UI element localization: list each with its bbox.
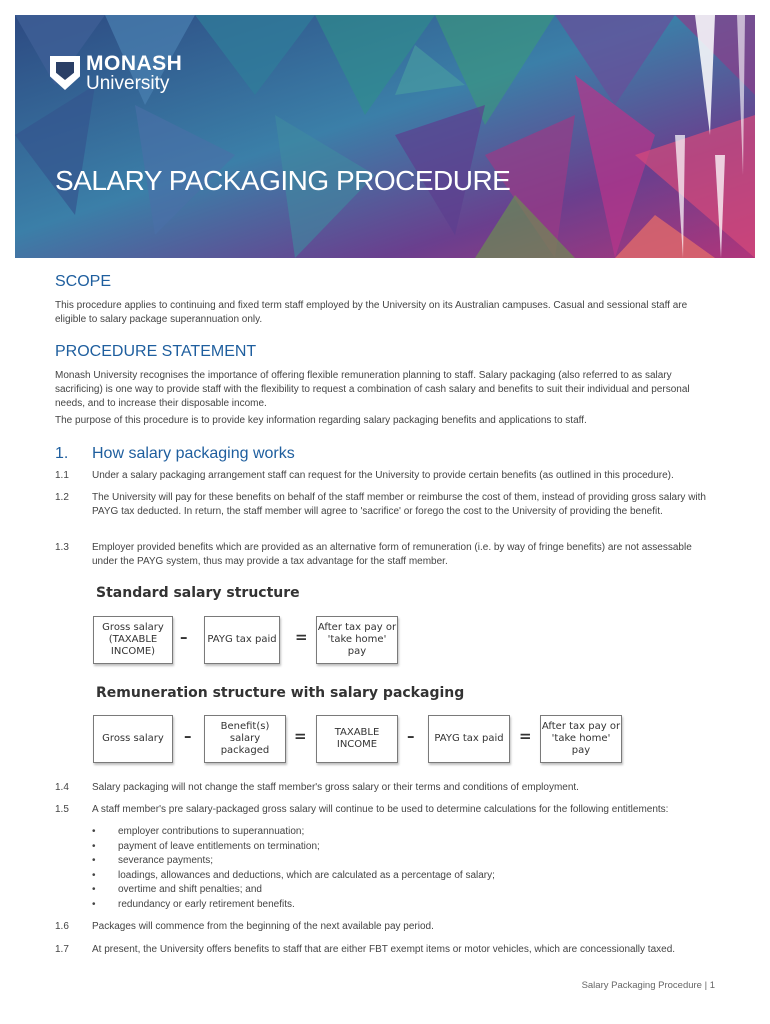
list-item: • employer contributions to superannuation; (92, 825, 495, 840)
equals-operator: = (519, 727, 532, 745)
procedure-statement-para2: The purpose of this procedure is to provide key information regarding salary packaging benefits and applications to staff. (55, 415, 587, 426)
logo-sub: University (86, 73, 170, 94)
list-item: • payment of leave entitlements on termination; (92, 840, 495, 855)
clause-1-2 (55, 491, 720, 519)
document-title: SALARY PACKAGING PROCEDURE (55, 165, 511, 196)
benefits-packaged-box: Benefit(s) salary packaged (204, 715, 286, 763)
procedure-statement-heading: PROCEDURE STATEMENT (55, 343, 257, 360)
crest-icon (50, 56, 80, 90)
clause-text: Employer provided benefits which are provided as an alternative form of remuneration (i.e. by way of fringe benefits) are not assessable under the PAYG system, thus may provide a tax advantage for the staff member. (92, 542, 692, 567)
clause-text: The University will pay for these benefits on behalf of the staff member or reimburse the cost of them, instead of providing gross salary with PAYG tax deducted. In return, the staff member will agree to 'sacrifice' or forego the cost to the University of providing the benefit. (92, 492, 706, 517)
payg-tax-box: PAYG tax paid (204, 616, 280, 664)
clause-1-4 (55, 781, 720, 795)
clause-text: Salary packaging will not change the staff member's gross salary or their terms and conditions of employment. (92, 782, 579, 793)
list-item: • overtime and shift penalties; and (92, 883, 495, 898)
procedure-statement-para1: Monash University recognises the importance of offering flexible remuneration planning to staff. Salary packaging (also referred to as salary sacrificing) is one way to provide staff with the flexibility to request a combination of cash salary and benefits to suit their individual and personal needs, and to increase their disposable income. (55, 370, 690, 409)
entitlements-list (92, 825, 495, 913)
clause-1-1 (55, 469, 720, 483)
clause-number: 1.1 (55, 470, 69, 481)
minus-operator: – (180, 628, 188, 646)
clause-text: Packages will commence from the beginning of the next available pay period. (92, 921, 434, 932)
scope-text: This procedure applies to continuing and fixed term staff employed by the University on its Australian campuses. Casual and sessional staff are eligible to salary package superannuation only. (55, 300, 688, 325)
logo-name: MONASH (86, 52, 183, 75)
clause-1-7 (55, 943, 720, 957)
equals-operator: = (295, 628, 308, 646)
minus-operator: – (184, 727, 192, 745)
monash-logo (50, 53, 182, 93)
minus-operator: – (407, 727, 415, 745)
clause-number: 1.4 (55, 782, 69, 793)
clause-1-5 (55, 803, 720, 817)
clause-text: At present, the University offers benefits to staff that are either FBT exempt items or motor vehicles, which are concessionally taxed. (92, 944, 676, 955)
clause-1-3 (55, 541, 720, 569)
section-1-heading (55, 445, 295, 463)
taxable-income-box: TAXABLE INCOME (316, 715, 398, 763)
standard-structure-title: Standard salary structure (96, 585, 300, 601)
clause-number: 1.3 (55, 542, 69, 553)
after-tax-pay-box: After tax pay or 'take home' pay (316, 616, 398, 664)
equals-operator: = (294, 727, 307, 745)
clause-text: A staff member's pre salary-packaged gross salary will continue to be used to determine calculations for the following entitlements: (92, 804, 669, 815)
clause-1-6 (55, 920, 720, 934)
scope-heading: SCOPE (55, 273, 112, 290)
clause-number: 1.7 (55, 944, 69, 955)
gross-salary-taxable-box: Gross salary (TAXABLE INCOME) (93, 616, 173, 664)
list-item: • redundancy or early retirement benefits. (92, 898, 495, 913)
clause-number: 1.5 (55, 804, 69, 815)
list-item: • loadings, allowances and deductions, which are calculated as a percentage of salary; (92, 869, 495, 884)
header-banner (15, 15, 755, 258)
section-1-number: 1. (55, 445, 69, 462)
after-tax-pay-box: After tax pay or 'take home' pay (540, 715, 622, 763)
list-item: • severance payments; (92, 854, 495, 869)
clause-number: 1.2 (55, 492, 69, 503)
clause-number: 1.6 (55, 921, 69, 932)
gross-salary-box: Gross salary (93, 715, 173, 763)
section-1-title: How salary packaging works (92, 445, 295, 462)
packaging-structure-title: Remuneration structure with salary packaging (96, 685, 465, 701)
page-footer: Salary Packaging Procedure | 1 (581, 980, 715, 991)
clause-text: Under a salary packaging arrangement staff can request for the University to provide certain benefits (as outlined in this procedure). (92, 470, 674, 481)
payg-tax-box: PAYG tax paid (428, 715, 510, 763)
